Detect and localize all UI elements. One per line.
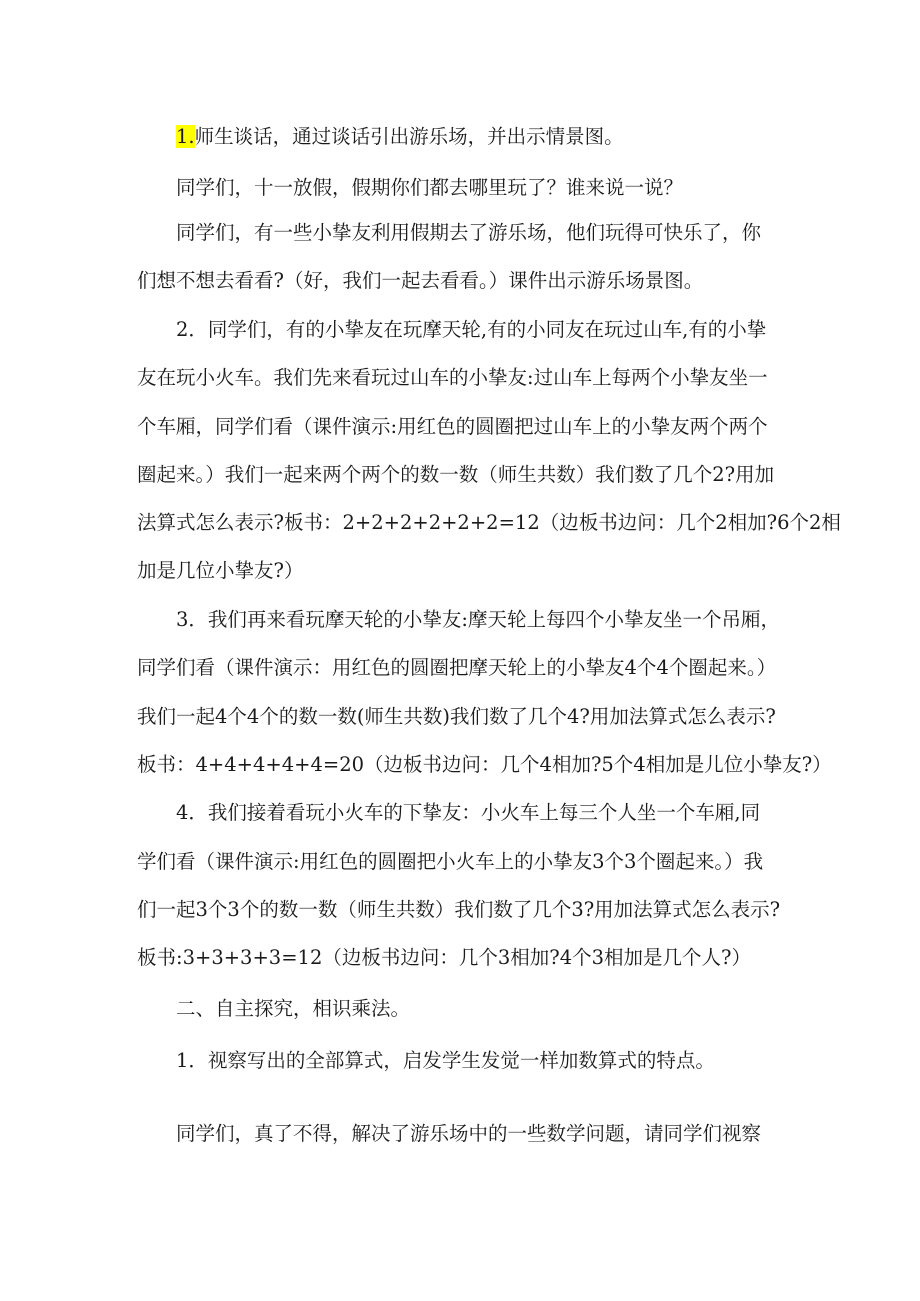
paragraph-line-1: [176, 123, 624, 151]
paragraph-line-16: 学们看（课件演示:用红色的圆圈把小火车上的小挚友3个3个圈起来。）我: [137, 850, 764, 873]
paragraph-line-17: 们一起3个3个的数一数（师生共数）我们数了几个3?用加法算式怎么表示?: [137, 898, 781, 921]
paragraph-line-10: 加是几位小挚友?）: [137, 559, 304, 582]
paragraph-line-21: 同学们，真了不得，解决了游乐场中的一些数学问题，请同学们视察: [176, 1122, 762, 1145]
paragraph-line-4: 们想不想去看看?（好，我们一起去看看。）课件出示游乐场景图。: [137, 269, 704, 292]
paragraph-line-13: 我们一起4个4个的数一数(师生共数)我们数了几个4?用加法算式怎么表示?: [137, 705, 776, 728]
paragraph-line-2: 同学们，十一放假，假期你们都去哪里玩了？谁来说一说？: [176, 176, 684, 199]
paragraph-line-5: 2．同学们，有的小挚友在玩摩天轮,有的小同友在玩过山车,有的小挚: [176, 318, 767, 341]
line-text: 师生谈话，通过谈话引出游乐场，并出示情景图。: [194, 125, 624, 148]
paragraph-line-14: 板书：4+4+4+4+4=20（边板书边问：几个4相加?5个4相加是儿位小挚友?）: [137, 753, 832, 776]
paragraph-line-20: 1．视察写出的全部算式，启发学生发觉一样加数算式的特点。: [176, 1049, 715, 1072]
section-heading: 二、自主探究，相识乘法。: [176, 997, 411, 1020]
paragraph-line-8: 圈起来。）我们一起来两个两个的数一数（师生共数）我们数了几个2?用加: [137, 463, 775, 486]
paragraph-line-9: 法算式怎么表示?板书：2+2+2+2+2+2=12（边板书边问：几个2相加?6个2相: [137, 511, 841, 534]
highlighted-number: 1.: [176, 125, 195, 148]
paragraph-line-11: 3．我们再来看玩摩天轮的小挚友:摩天轮上每四个小挚友坐一个吊厢，: [176, 608, 780, 631]
paragraph-line-6: 友在玩小火车。我们先来看玩过山车的小挚友:过山车上每两个小挚友坐一: [137, 366, 768, 389]
paragraph-line-15: 4．我们接着看玩小火车的下挚友：小火车上每三个人坐一个车厢,同: [176, 801, 761, 824]
paragraph-line-3: 同学们，有一些小挚友利用假期去了游乐场，他们玩得可快乐了，你: [176, 221, 762, 244]
paragraph-line-7: 个车厢，同学们看（课件演示:用红色的圆圈把过山车上的小挚友两个两个: [137, 415, 768, 438]
paragraph-line-18: 板书:3+3+3+3=12（边板书边问：几个3相加?4个3相加是几个人?）: [137, 946, 751, 969]
paragraph-line-12: 同学们看（课件演示：用红色的圆圈把摩天轮上的小挚友4个4个圈起来。）: [137, 656, 777, 679]
